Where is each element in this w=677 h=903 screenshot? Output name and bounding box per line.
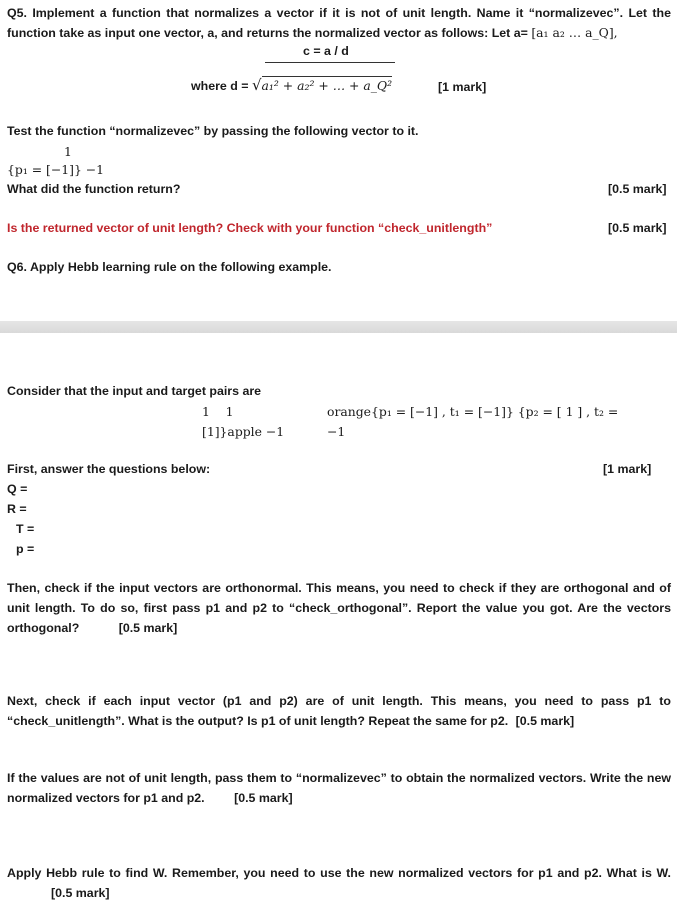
fraction-line	[265, 62, 395, 63]
page-divider	[0, 321, 677, 333]
q6-orthonormal	[7, 578, 671, 638]
hebb-text: Apply Hebb rule to find W. Remember, you need to use the new normalized vectors for p1 and p2. What is W.	[7, 866, 671, 880]
q5-mark: [1 mark]	[438, 80, 487, 94]
sqrt-expression: a₁² + a₂² + … + a_Q²	[261, 78, 393, 93]
q5-question: What did the function return?	[7, 182, 181, 196]
orthonormal-text: Then, check if the input vectors are orthonormal. This means, you need to check if they are orthogonal and of unit length. To do so, first pass p1 and p2 to “check_orthogonal”. Report the value you got. Are the vectors orthogonal?	[7, 581, 671, 635]
q5-test-text: Test the function “normalizevec” by passing the following vector to it.	[7, 124, 419, 138]
normalize-mark: [0.5 mark]	[234, 791, 293, 805]
q6-unitlength	[7, 691, 671, 731]
pairs-bottom-left: [1]}apple −1	[202, 424, 285, 439]
q6-consider: Consider that the input and target pairs are	[7, 384, 262, 398]
q6-normalize	[7, 768, 671, 808]
test-vector: {p₁ = [−1]} −1	[7, 162, 105, 177]
t-label: T =	[16, 522, 35, 536]
vector-a: [a₁ a₂ … a_Q],	[531, 25, 618, 40]
orthonormal-mark: [0.5 mark]	[118, 621, 178, 635]
unitlength-text: Next, check if each input vector (p1 and p2) are of unit length. This means, you need to pass p1 to “check_unitlength”. What is the output? Is p1 of unit length? Repeat the same for p2.	[7, 694, 671, 728]
hebb-mark: [0.5 mark]	[51, 886, 110, 900]
pairs-right-line: orange{p₁ = [−1] , t₁ = [−1]} {p₂ = [ 1 ] , t₂ =	[327, 404, 619, 419]
q6-first: First, answer the questions below:	[7, 462, 211, 476]
formula-d	[191, 76, 392, 94]
p-label: p =	[16, 542, 35, 556]
normalize-text: If the values are not of unit length, pass them to “normalizevec” to obtain the normalized vectors. Write the new normalized vectors for p1 and p2.	[7, 771, 671, 805]
q5-red-mark: [0.5 mark]	[608, 221, 667, 235]
q5-question-mark: [0.5 mark]	[608, 182, 667, 196]
q6-hebb	[7, 863, 671, 903]
q6-first-mark: [1 mark]	[603, 462, 652, 476]
formula-c: c = a / d	[303, 44, 349, 58]
q5-intro	[7, 3, 671, 43]
q5-red-question: Is the returned vector of unit length? Check with your function “check_unitlength”	[7, 221, 493, 235]
test-vector-top: 1	[64, 144, 72, 159]
pairs-top-left: 1 1	[202, 404, 234, 419]
where-label: where d =	[191, 79, 249, 93]
q-label: Q =	[7, 482, 28, 496]
sqrt-icon: √	[251, 76, 262, 94]
unitlength-mark: [0.5 mark]	[515, 714, 575, 728]
pairs-bottom-right: −1	[327, 424, 346, 439]
r-label: R =	[7, 502, 27, 516]
q6-title: Q6. Apply Hebb learning rule on the following example.	[7, 260, 332, 274]
q5-intro-text: Q5. Implement a function that normalizes a vector if it is not of unit length. Name it “normalizevec”. Let the function take as input one vector, a, and returns the normalized vector as follows: Let a=	[7, 6, 671, 40]
